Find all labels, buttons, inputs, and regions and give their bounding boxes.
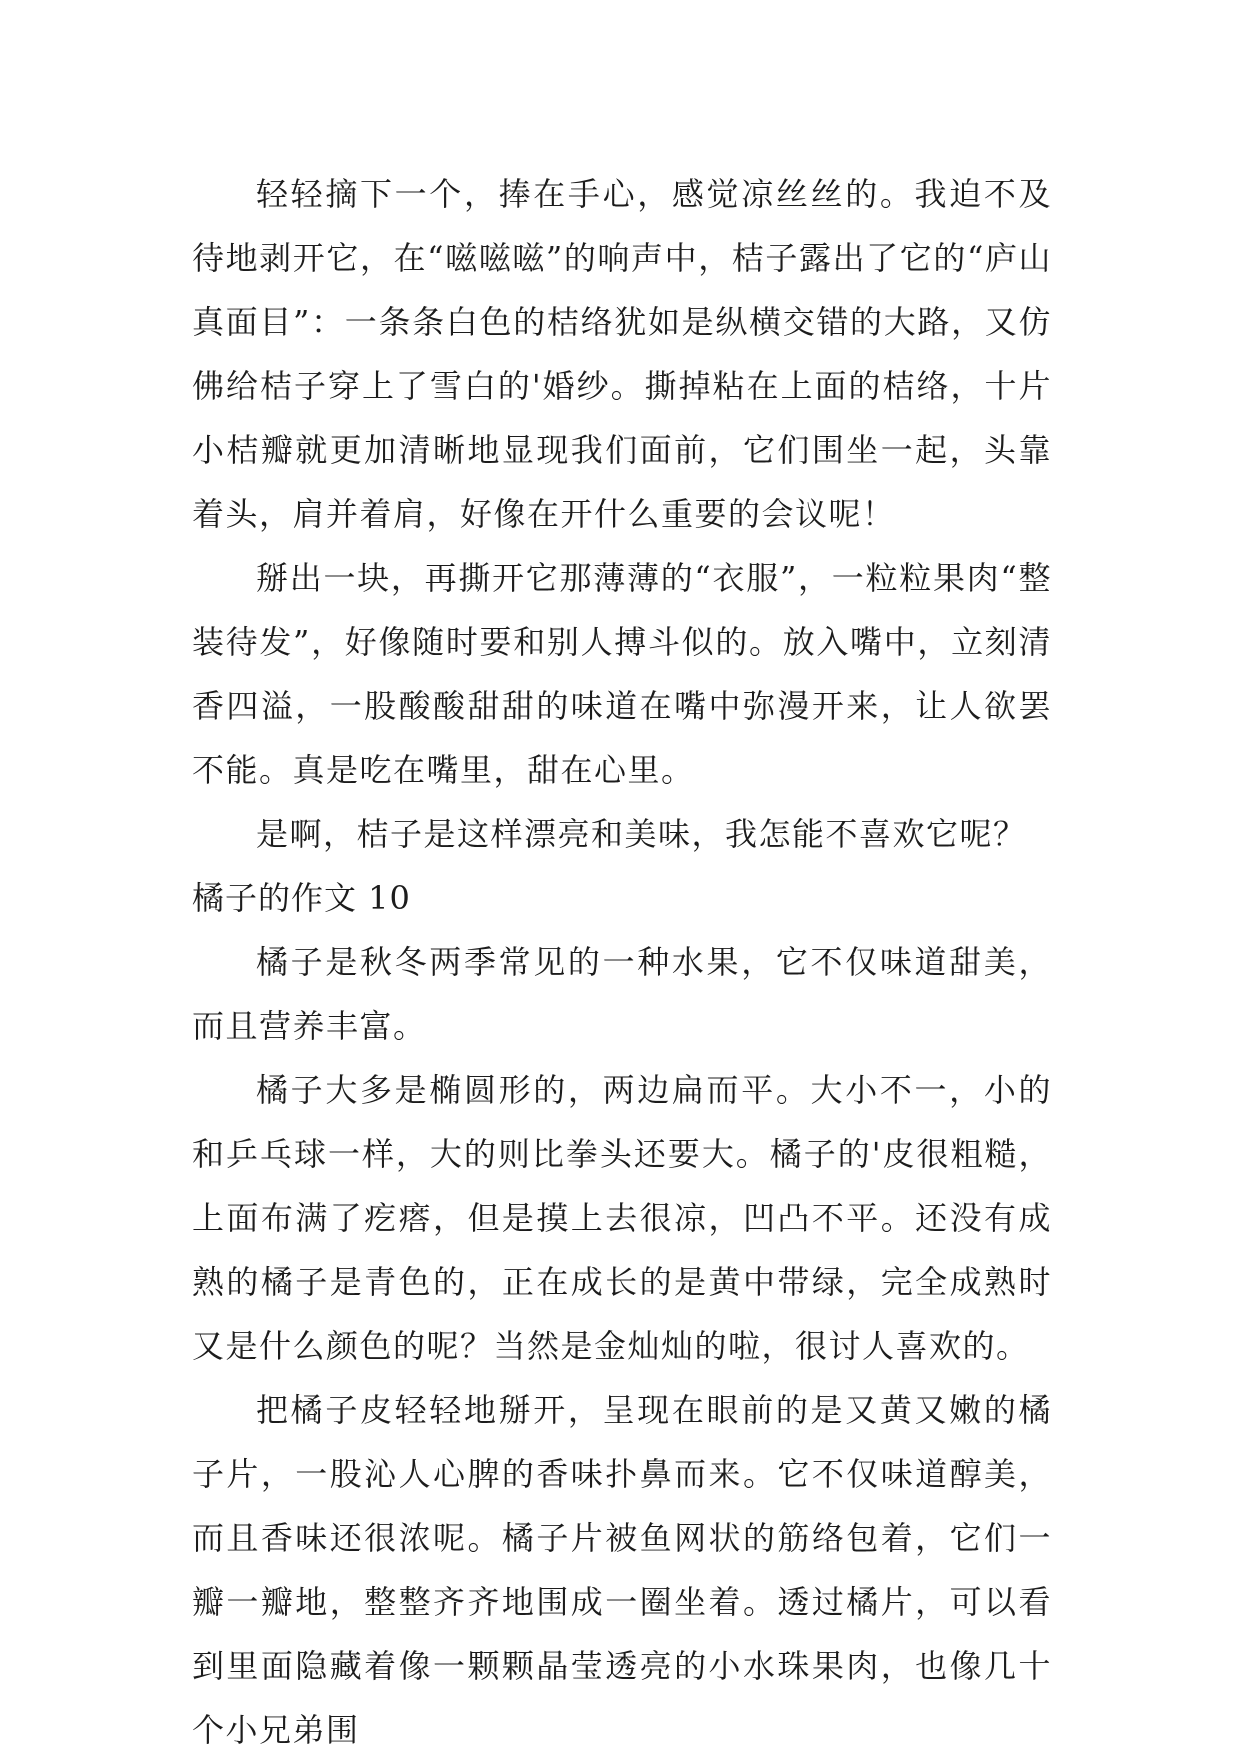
paragraph-3: 是啊，桔子是这样漂亮和美味，我怎能不喜欢它呢？ (256, 815, 1027, 853)
paragraph-1: 轻轻摘下一个，捧在手心，感觉凉丝丝的。我迫不及待地剥开它，在“嗞嗞嗞”的响声中，桔子露出了它的“庐山真面目”：一条条白色的桔络犹如是纵横交错的大路，又仿佛给桔子穿上了雪白的'婚纱。撕掉粘在上面的桔络，十片小桔瓣就更加清晰地显现我们面前，它们围坐一起，头靠着头，肩并着肩，好像在开什么重要的会议呢！ (192, 175, 1052, 533)
paragraph-5: 橘子大多是椭圆形的，两边扁而平。大小不一，小的和乒乓球一样，大的则比拳头还要大。橘子的'皮很粗糙，上面布满了疙瘩，但是摸上去很凉，凹凸不平。还没有成熟的橘子是青色的，正在成长的是黄中带绿，完全成熟时又是什么颜色的呢？当然是金灿灿的啦，很讨人喜欢的。 (192, 1071, 1052, 1365)
document-body (192, 162, 1052, 1762)
paragraph-4: 橘子是秋冬两季常见的一种水果，它不仅味道甜美，而且营养丰富。 (192, 943, 1052, 1045)
paragraph-2: 掰出一块，再撕开它那薄薄的“衣服”，一粒粒果肉“整装待发”，好像随时要和别人搏斗似的。放入嘴中，立刻清香四溢，一股酸酸甜甜的味道在嘴中弥漫开来，让人欲罢不能。真是吃在嘴里，甜在心里。 (192, 559, 1052, 789)
paragraph-6: 把橘子皮轻轻地掰开，呈现在眼前的是又黄又嫩的橘子片，一股沁人心脾的香味扑鼻而来。它不仅味道醇美，而且香味还很浓呢。橘子片被鱼网状的筋络包着，它们一瓣一瓣地，整整齐齐地围成一圈坐着。透过橘片，可以看到里面隐藏着像一颗颗晶莹透亮的小水珠果肉，也像几十个小兄弟围 (192, 1391, 1052, 1749)
section-heading: 橘子的作文 10 (192, 879, 411, 917)
